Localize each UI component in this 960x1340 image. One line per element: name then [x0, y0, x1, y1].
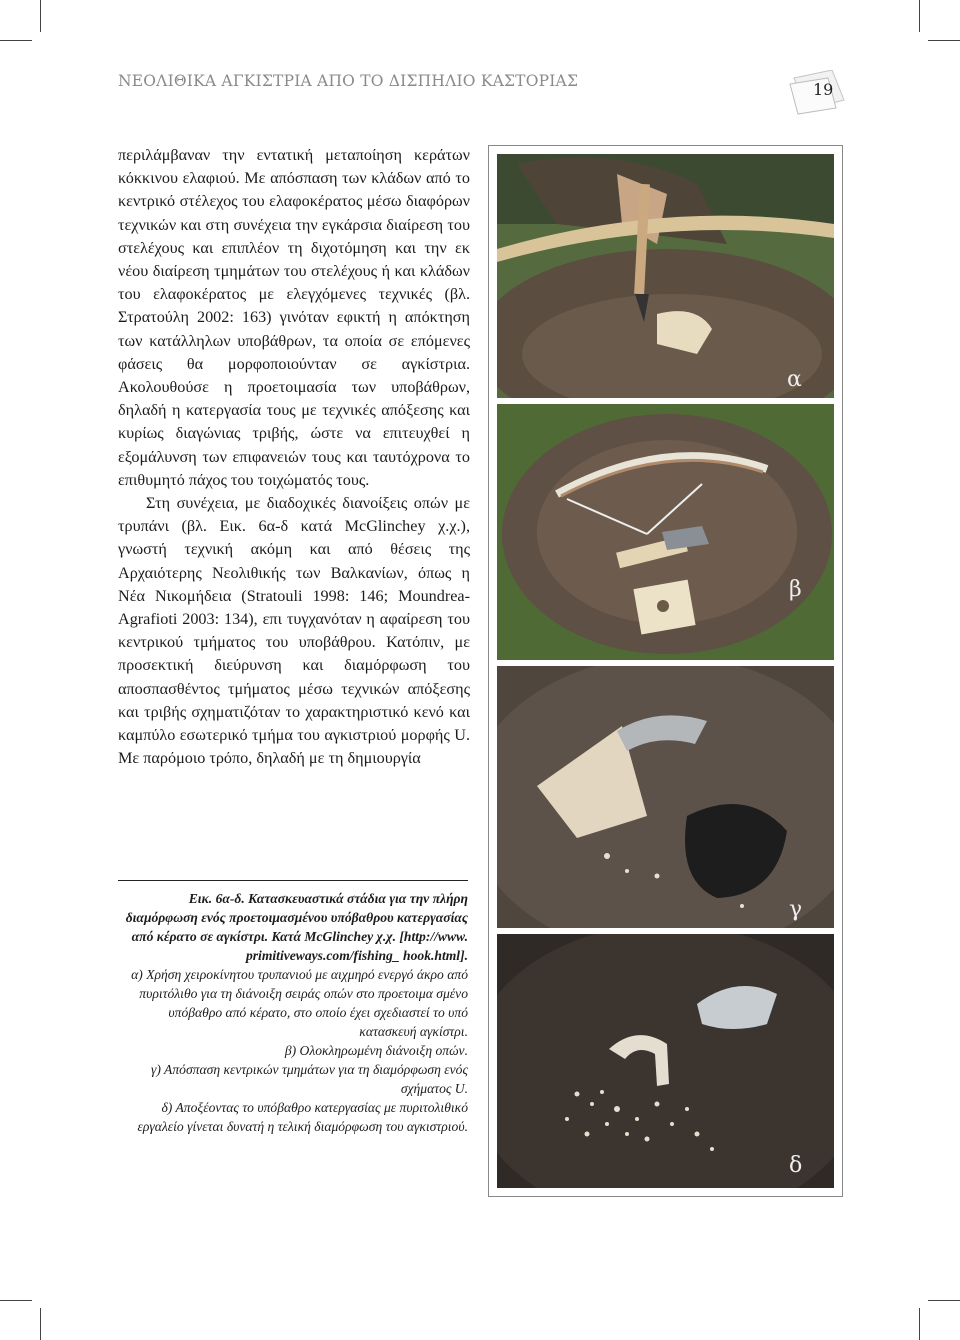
crop-mark [919, 0, 920, 32]
page-number: 19 [813, 80, 834, 99]
caption-title: Εικ. 6α-δ. Κατασκευαστικά στάδια για την πλήρη διαμόρφωση ενός προετοιμασμένου υπόβαθρου κατεργασίας από κέρατο σε αγκίστρι. Κατά McGlinchey χ.χ. [http://www. primitiveways.com/fishing_ hook.html]. [125, 891, 468, 963]
crop-mark [40, 1308, 41, 1340]
crop-mark [0, 1300, 32, 1301]
crop-mark [928, 40, 960, 41]
panel-label-b: β [789, 577, 802, 602]
running-title: ΝΕΟΛΙΘΙΚΑ ΑΓΚΙΣΤΡΙΑ ΑΠΟ ΤΟ ΔΙΣΠΗΛΙΟ ΚΑΣΤΟΡΙΑΣ [118, 72, 579, 90]
photo-panel-a [497, 154, 834, 398]
caption-item-a: α) Χρήση χειροκίνητου τρυπανιού με αιχμηρό ενεργό άκρο από πυριτόλιθο για τη διάνοιξη σειράς οπών στο προετοιμα σμένο υπόβαθρο από κέρατο, στο οποίο έχει σχεδιαστεί το υπό κατασκευή αγκίστρι. [131, 967, 468, 1039]
figure-photo-column [488, 145, 843, 1197]
paragraph: περιλάμβαναν την εντατική μεταποίηση κεράτων κόκκινου ελαφιού. Με απόσπαση των κλάδων από το κεντρικό στέλεχος του ελαφοκέρατος μέσω διαφόρων τεχνικών και στη συνέχεια την εγκάρσια διαίρεση του στελέχους και επιπλέον τη διχοτόμηση και την εκ νέου διαίρεση τμημάτων του στελέχους ή και κλάδων του ελαφοκέρατος με ελεγχόμενες τεχνικές (βλ. Στρατούλη 2002: 163) γινόταν εφικτή η απόκτηση των κατάλληλων υποβάθρων, τα οποία σε επόμενες φάσεις θα μορφοποιούνταν σε αγκίστρια. Ακολουθούσε η προετοιμασία των υποβάθρων, δηλαδή η κατεργασία τους με τεχνικές απόξεσης και κυρίως διαγώνιας τριβής, ώστε να επιτευχθεί η εξομάλυνση των επιφανειών τους και ταυτόχρονα το επιθυμητό πάχος του τοιχώματός τους. [118, 146, 470, 489]
photo-panel-b [497, 404, 834, 660]
crop-mark [919, 1308, 920, 1340]
panel-label-d: δ [789, 1153, 803, 1178]
photo-panel-d [497, 934, 834, 1188]
crop-mark [40, 0, 41, 32]
caption-item-c: γ) Απόσπαση κεντρικών τμημάτων για τη διαμόρφωση ενός σχήματος U. [151, 1062, 468, 1096]
paragraph: Στη συνέχεια, με διαδοχικές διανοίξεις οπών με τρυπάνι (βλ. Εικ. 6α-δ κατά McGlinchey χ.χ.), γνωστή τεχνική ακόμη και από θέσεις της Αρχαιότερης Νεολιθικής των Βαλκανίων, όπως η Νέα Νικομήδεια (Stratouli 1998: 146; Moundrea-Agrafioti 2003: 134), επι τυγχανόταν η αφαίρεση του κεντρικού τμήματος του υποβάθρου. Κατόπιν, με προσεκτική διεύρυνση και διαμόρφωση του αποσπασθέντος τμήματος μέσω τεχνικών απόξεσης και τριβής σχηματιζόταν το χαρακτηριστικό κενό και καμπύλο εσωτερικό τμήμα του αγκιστριού μορφής U. Με παρόμοιο τρόπο, δηλαδή με τη δημιουργία [118, 494, 470, 768]
figure-caption [118, 889, 468, 1136]
crop-mark [928, 1300, 960, 1301]
body-text [118, 144, 470, 770]
caption-rule [118, 880, 468, 881]
panel-label-c: γ [789, 897, 803, 922]
panel-label-a: α [787, 367, 802, 392]
caption-item-d: δ) Αποξέοντας το υπόβαθρο κατεργασίας με πυριτολιθικό εργαλείο γίνεται δυνατή η τελική διαμόρφωση του αγκιστριού. [137, 1100, 468, 1134]
crop-mark [0, 40, 32, 41]
photo-panel-c [497, 666, 834, 928]
caption-item-b: β) Ολοκληρωμένη διάνοιξη οπών. [284, 1043, 468, 1058]
